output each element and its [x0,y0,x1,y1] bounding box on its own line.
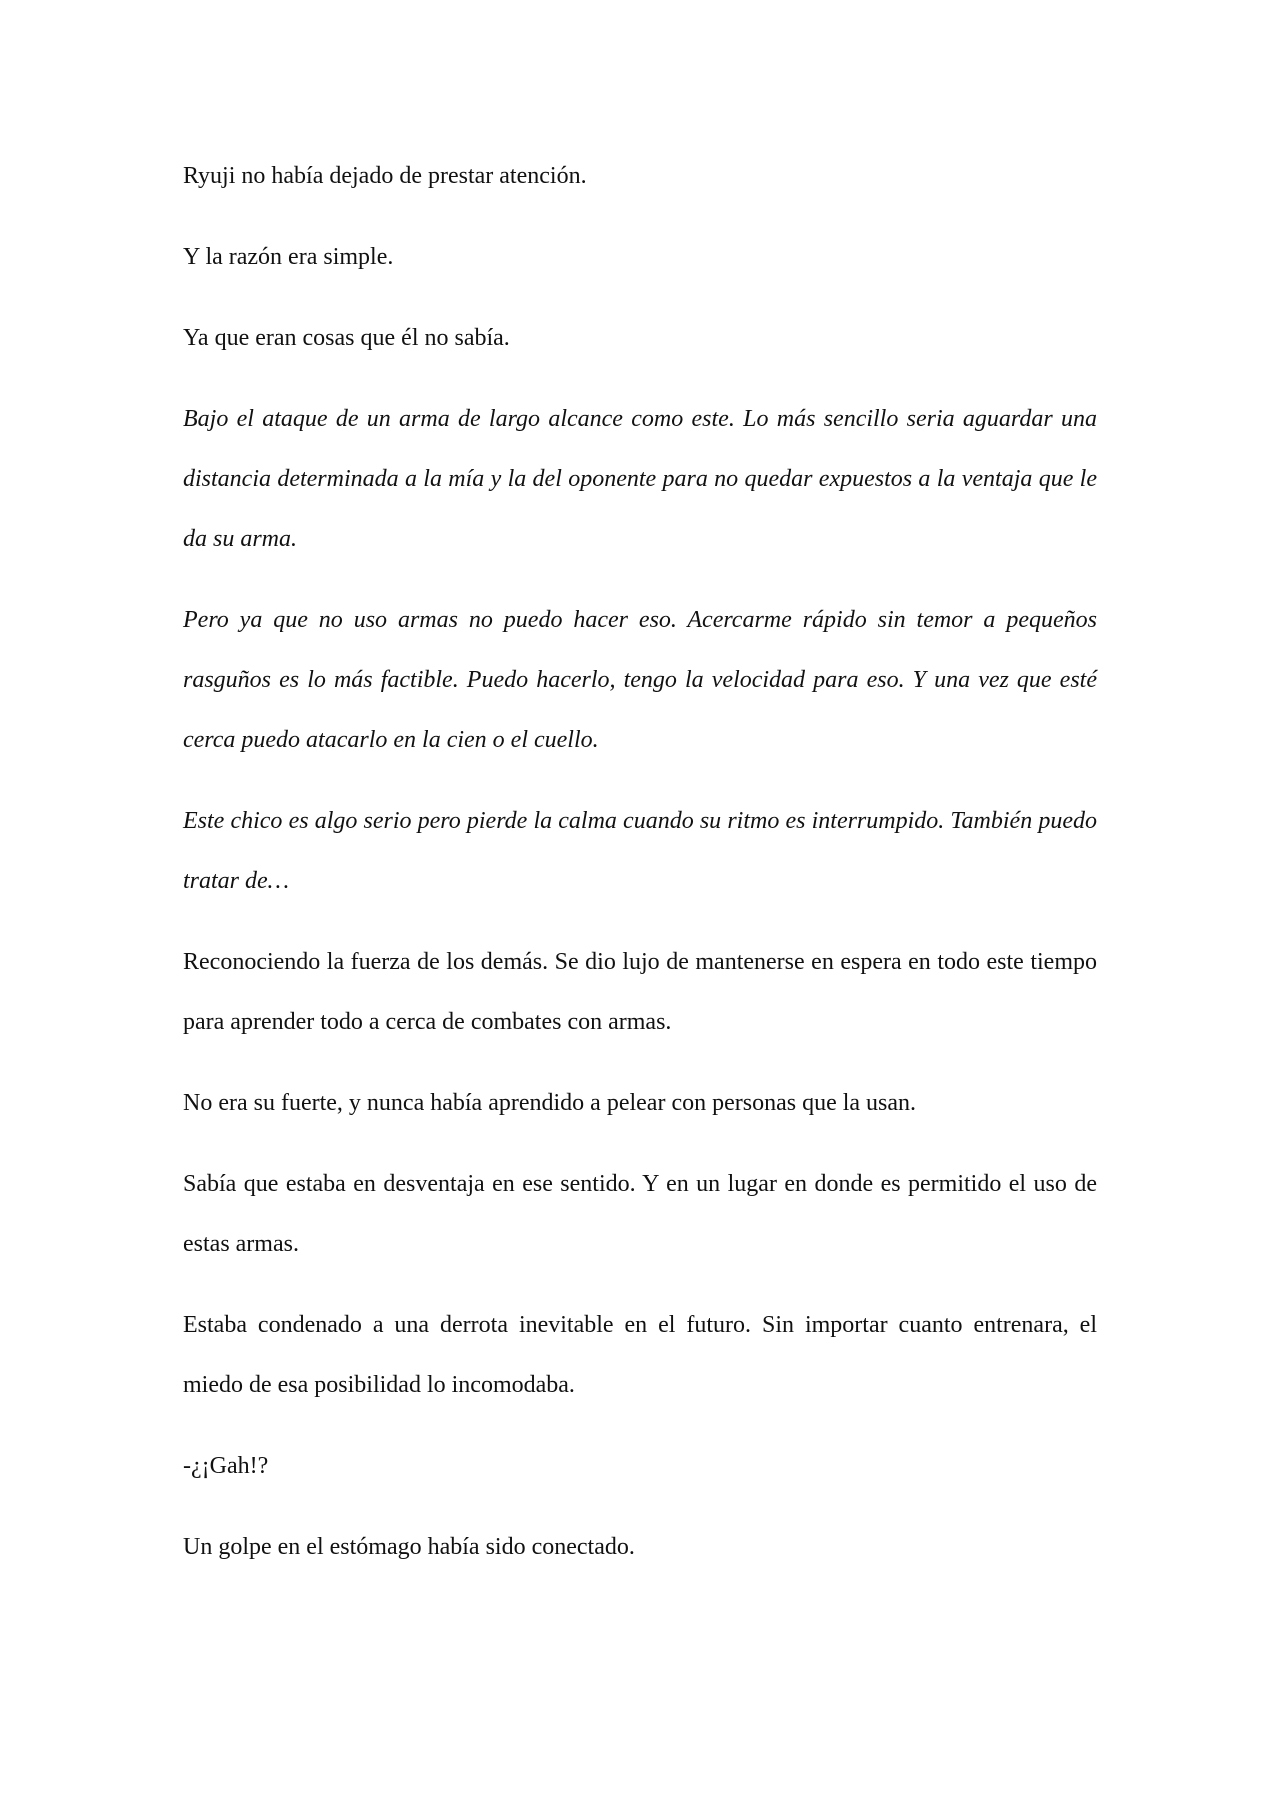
dialogue-line: -¿¡Gah!? [183,1453,269,1479]
paragraph: No era su fuerte, y nunca había aprendido a pelear con personas que la usan. [183,1090,917,1116]
paragraph: Reconociendo la fuerza de los demás. Se dio lujo de mantenerse en espera en todo este tiempo para aprender todo a cerca de combates con armas. [183,949,1097,1035]
italic-thought-paragraph: Bajo el ataque de un arma de largo alcance como este. Lo más sencillo seria aguardar una distancia determinada a la mía y la del oponente para no quedar expuestos a la ventaja que le da su arma. [183,406,1097,552]
paragraph: Y la razón era simple. [183,244,394,270]
paragraph: Estaba condenado a una derrota inevitable en el futuro. Sin importar cuanto entrenara, el miedo de esa posibilidad lo incomodaba. [183,1312,1097,1398]
paragraph: Ryuji no había dejado de prestar atención. [183,163,587,189]
paragraph: Un golpe en el estómago había sido conectado. [183,1534,635,1560]
document-body [183,146,1097,1598]
paragraph: Sabía que estaba en desventaja en ese sentido. Y en un lugar en donde es permitido el uso de estas armas. [183,1171,1097,1257]
italic-thought-paragraph: Pero ya que no uso armas no puedo hacer eso. Acercarme rápido sin temor a pequeños rasguños es lo más factible. Puedo hacerlo, tengo la velocidad para eso. Y una vez que esté cerca puedo atacarlo en la cien o el cuello. [183,607,1097,753]
italic-thought-paragraph: Este chico es algo serio pero pierde la calma cuando su ritmo es interrumpido. También puedo tratar de… [183,808,1097,894]
paragraph: Ya que eran cosas que él no sabía. [183,325,510,351]
